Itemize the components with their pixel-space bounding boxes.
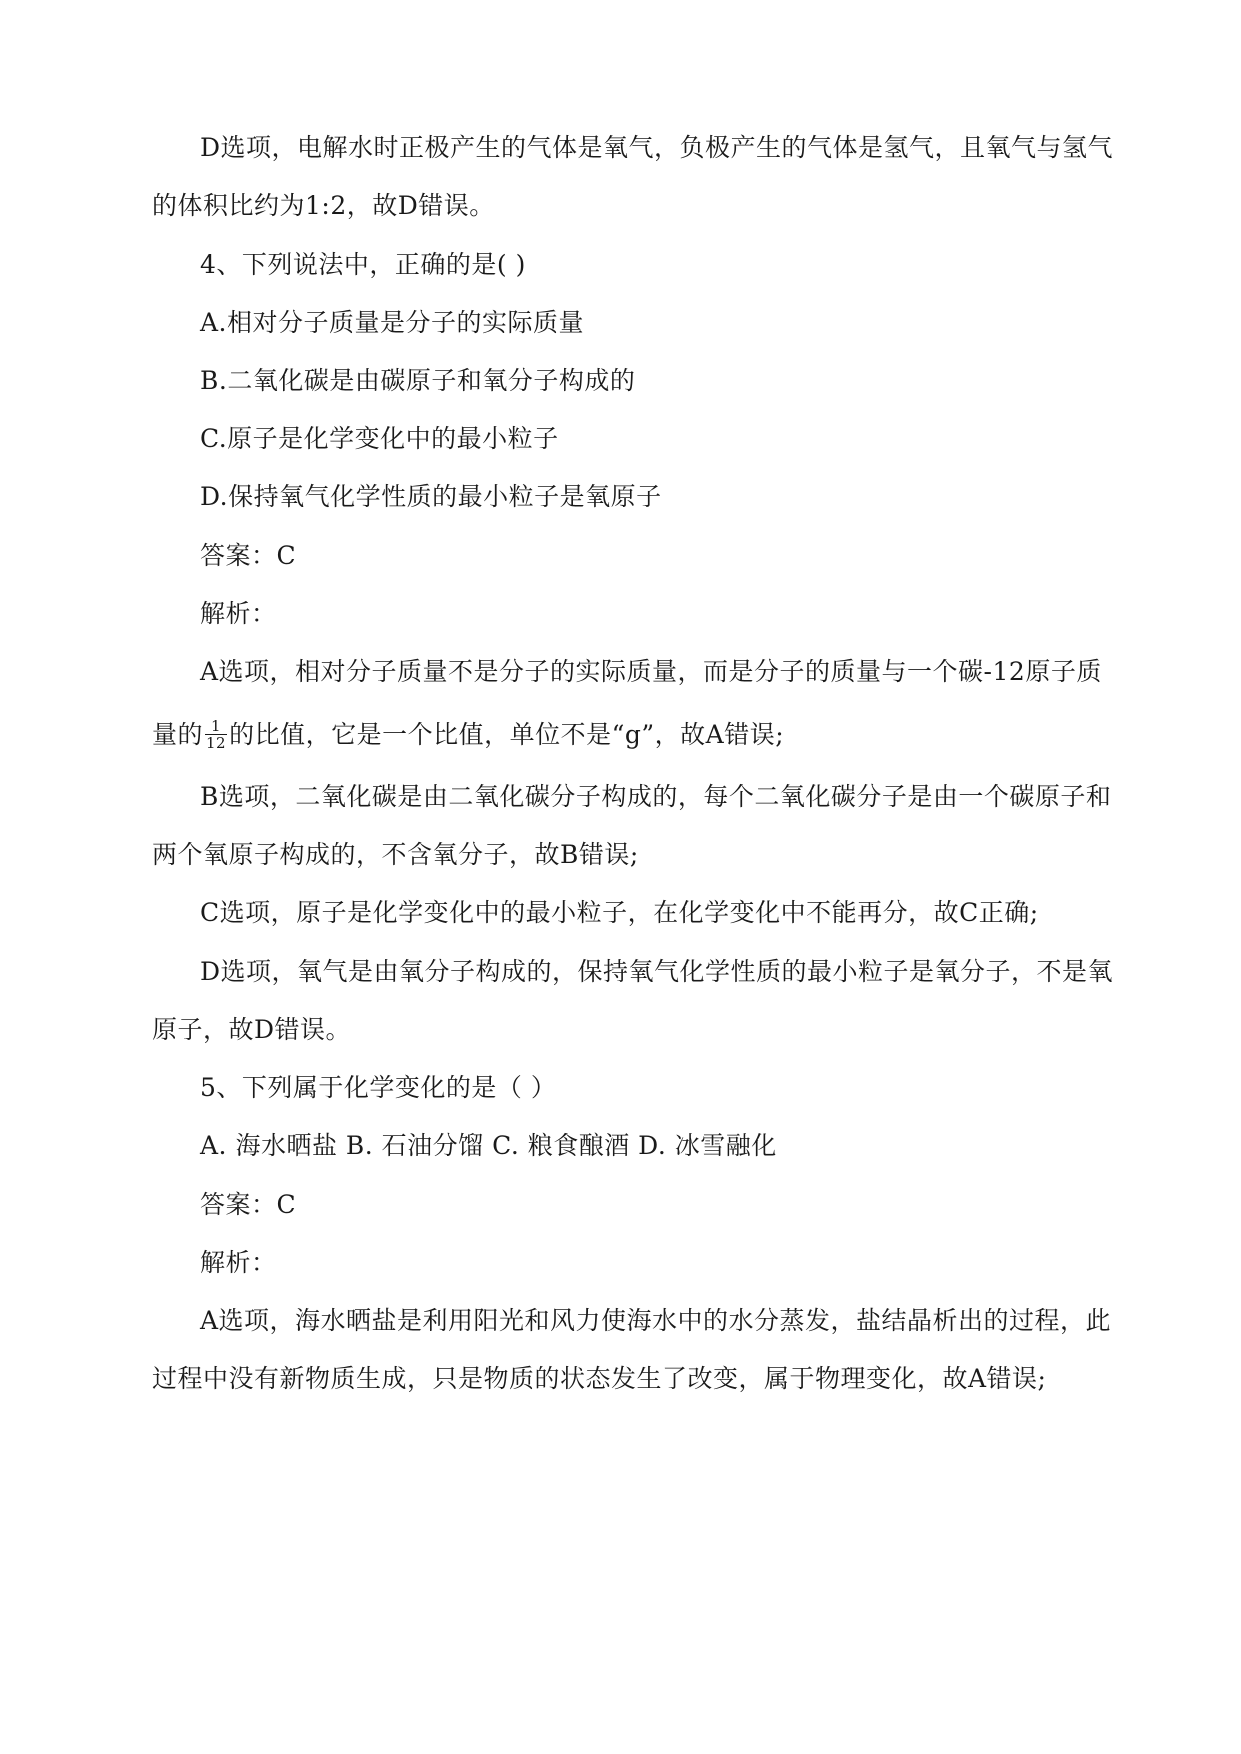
question-4-answer: 答案：C (200, 541, 297, 570)
question-4-analysis-a-line-1: A选项，相对分子质量不是分子的实际质量，而是分子的质量与一个碳-12原子质 (200, 657, 1102, 686)
question-4-option-d: D.保持氧气化学性质的最小粒子是氧原子 (200, 482, 662, 511)
question-4-option-b: B.二氧化碳是由碳原子和氧分子构成的 (200, 366, 636, 395)
question-4-analysis-a-line-2 (152, 718, 1092, 753)
question-4-option-a: A.相对分子质量是分子的实际质量 (200, 308, 585, 337)
question-4-option-c: C.原子是化学变化中的最小粒子 (200, 424, 559, 453)
question-4-analysis-b-line-2: 两个氧原子构成的，不含氧分子，故B错误; (152, 840, 639, 869)
question-4-analysis-b-line-1: B选项，二氧化碳是由二氧化碳分子构成的，每个二氧化碳分子是由一个碳原子和 (200, 782, 1112, 811)
question-5-analysis-label: 解析： (200, 1248, 277, 1277)
question-4-stem: 4、下列说法中，正确的是( ) (200, 250, 526, 279)
fraction-denominator: 12 (206, 734, 227, 752)
question-5-analysis-a-line-2: 过程中没有新物质生成，只是物质的状态发生了改变，属于物理变化，故A错误; (152, 1364, 1047, 1393)
question-4-analysis-c: C选项，原子是化学变化中的最小粒子，在化学变化中不能再分，故C正确; (200, 898, 1039, 927)
question-4-analysis-label: 解析： (200, 599, 277, 628)
question-4-analysis-d-line-2: 原子，故D错误。 (152, 1015, 352, 1044)
analysis-d-line-2: 的体积比约为1:2，故D错误。 (152, 191, 495, 220)
question-5-answer: 答案：C (200, 1190, 297, 1219)
question-5-analysis-a-line-1: A选项，海水晒盐是利用阳光和风力使海水中的水分蒸发，盐结晶析出的过程，此 (200, 1306, 1112, 1335)
fraction-one-twelfth (205, 718, 227, 751)
analysis-a-text-before-fraction: 量的 (152, 720, 204, 749)
question-5-options: A. 海水晒盐 B. 石油分馏 C. 粮食酿酒 D. 冰雪融化 (200, 1131, 777, 1160)
analysis-a-text-after-fraction: 的比值，它是一个比值，单位不是“g”，故A错误; (229, 720, 785, 749)
question-4-analysis-d-line-1: D选项，氧气是由氧分子构成的，保持氧气化学性质的最小粒子是氧分子，不是氧 (200, 957, 1114, 986)
question-5-stem: 5、下列属于化学变化的是（ ） (200, 1073, 557, 1102)
analysis-d-line-1: D选项，电解水时正极产生的气体是氧气，负极产生的气体是氢气，且氧气与氢气 (200, 133, 1114, 162)
fraction-numerator: 1 (205, 718, 227, 735)
